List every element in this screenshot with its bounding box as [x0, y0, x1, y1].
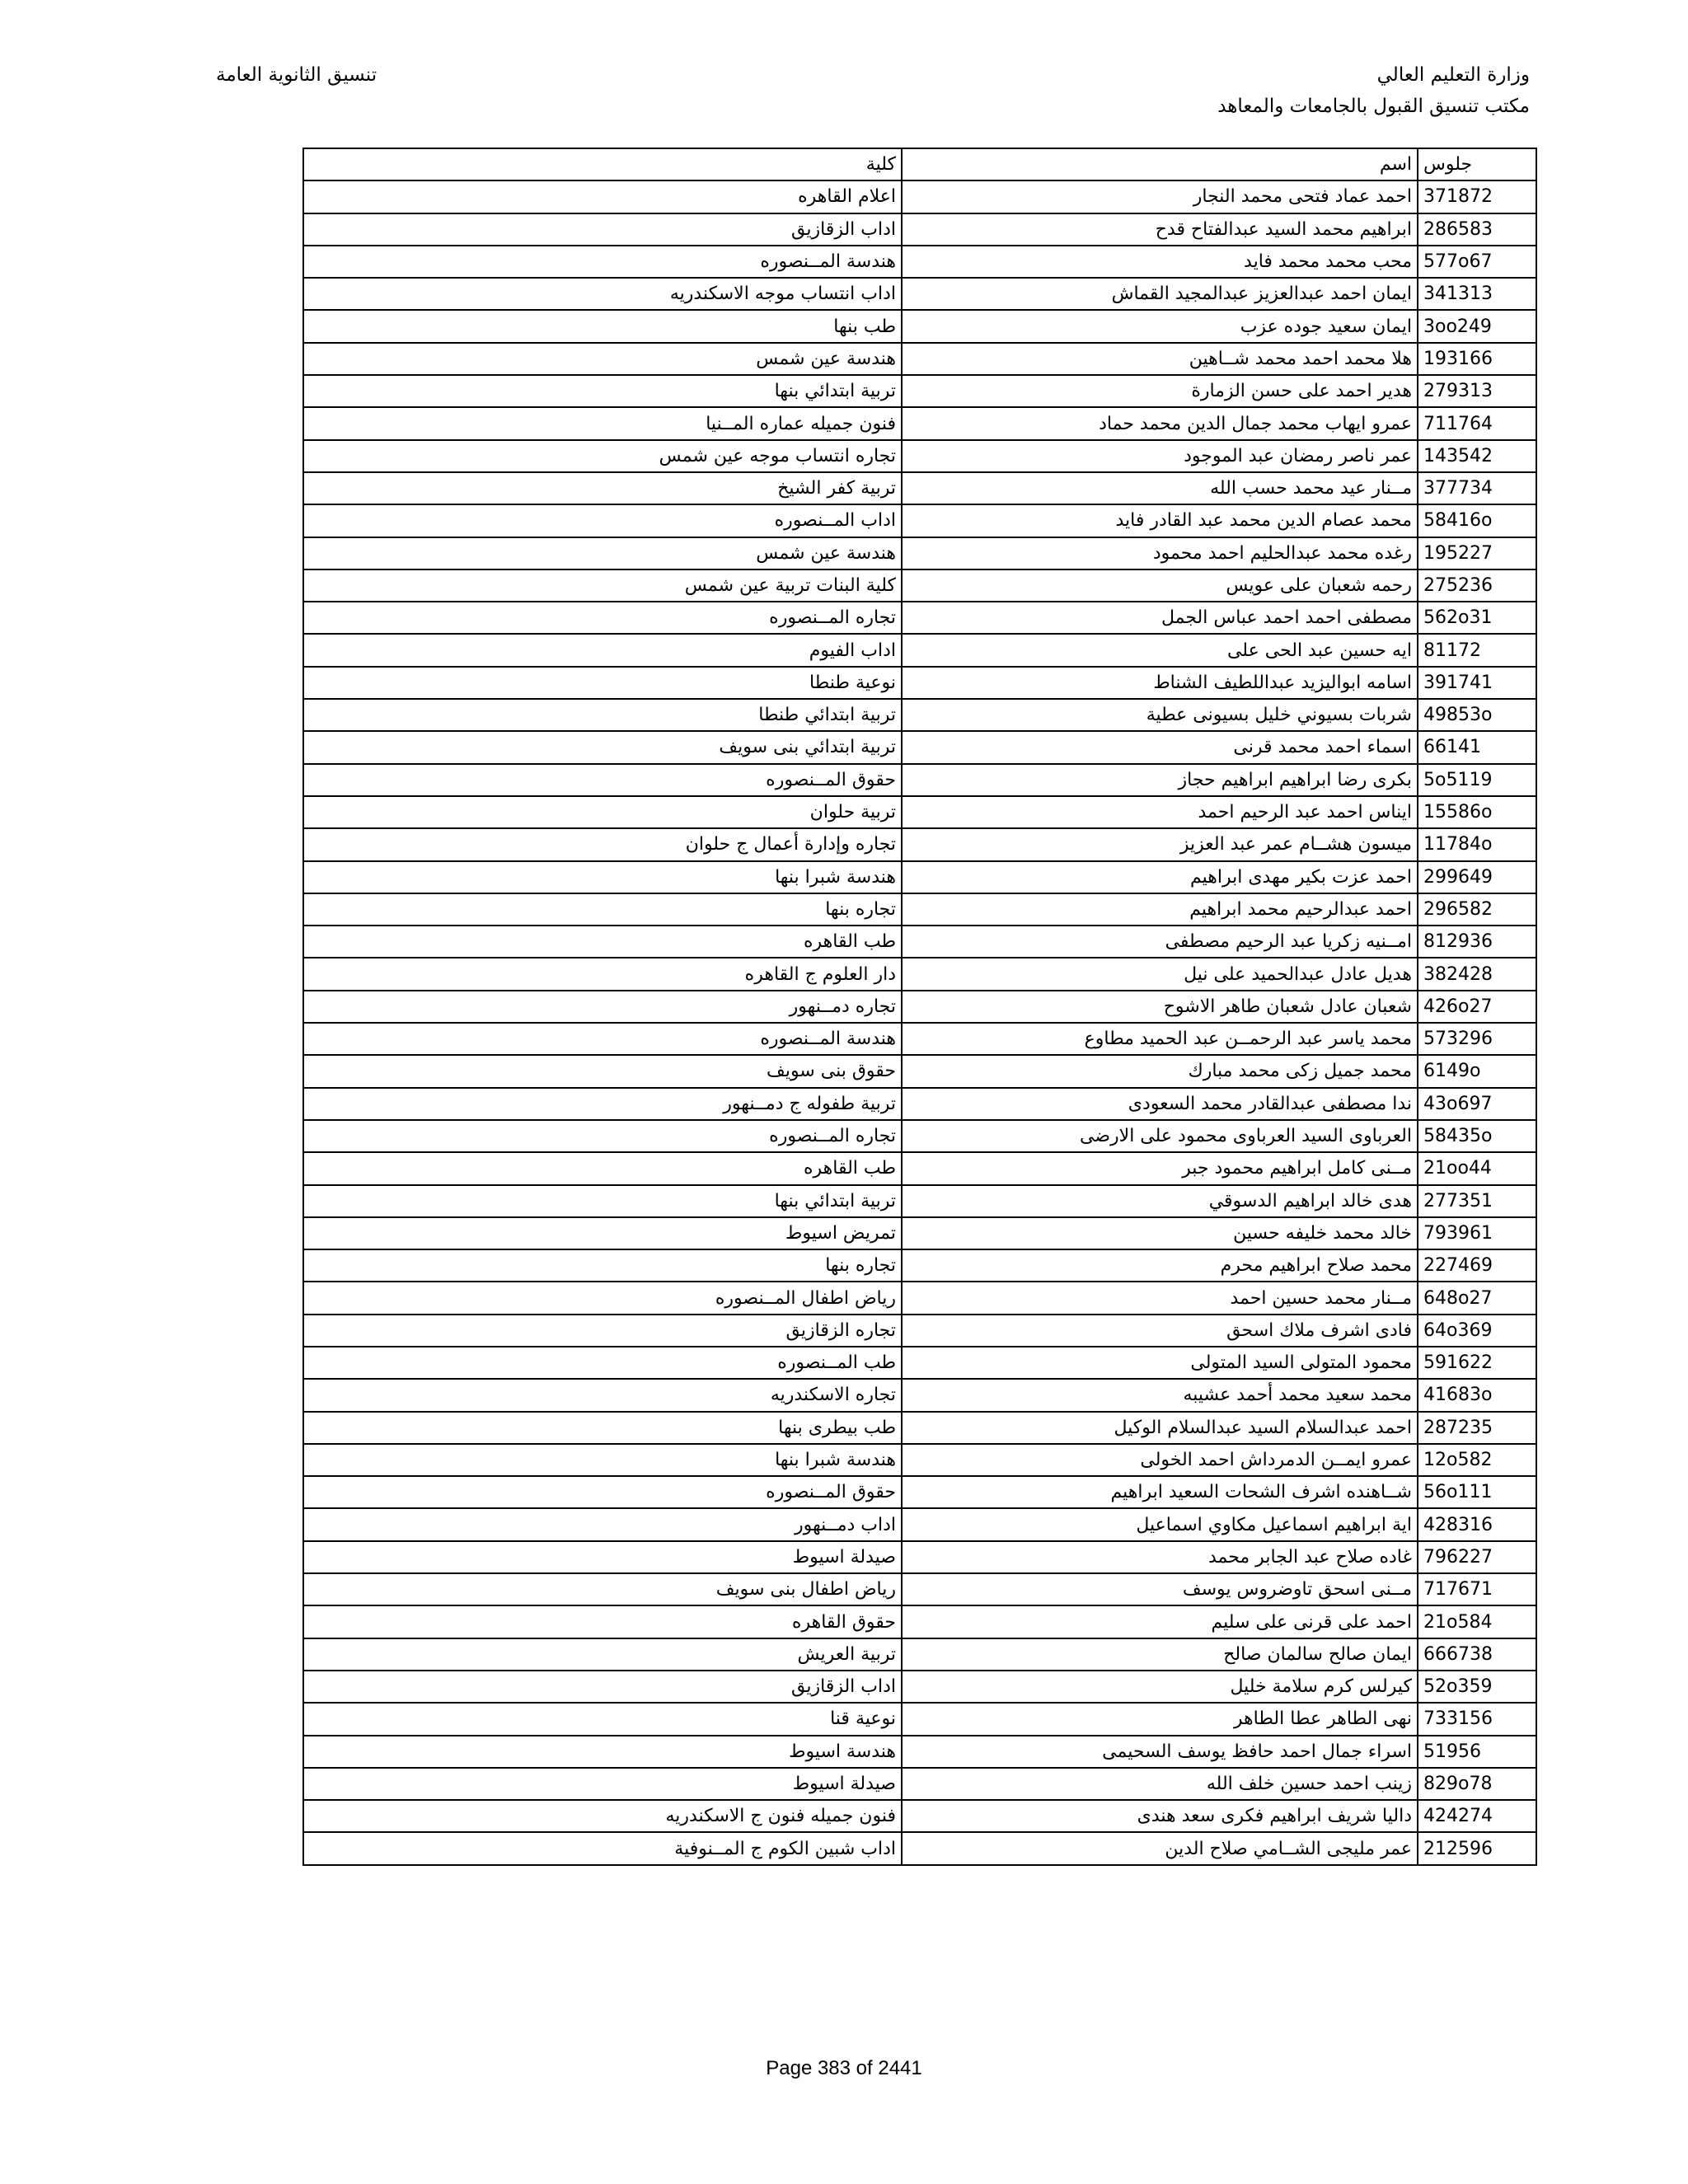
seat-number-cell: 796227: [1418, 1541, 1536, 1573]
faculty-cell: تربية ابتدائي بنى سويف: [303, 731, 902, 763]
seat-number-cell: 58435o: [1418, 1120, 1536, 1152]
seat-number-cell: 6149o: [1418, 1055, 1536, 1087]
faculty-cell: اداب الفيوم: [303, 634, 902, 666]
faculty-cell: طب بيطرى بنها: [303, 1412, 902, 1444]
student-name-cell: محمود المتولى السيد المتولى: [902, 1347, 1418, 1379]
faculty-cell: اداب شبين الكوم ج المــنوفية: [303, 1832, 902, 1864]
table-row: [303, 1605, 1536, 1638]
faculty-cell: هندسة المــنصوره: [303, 246, 902, 278]
seat-number-cell: 195227: [1418, 537, 1536, 569]
seat-number-cell: 12o582: [1418, 1444, 1536, 1476]
seat-number-cell: 371872: [1418, 180, 1536, 213]
faculty-cell: صيدلة اسيوط: [303, 1541, 902, 1573]
student-name-cell: كيرلس كرم سلامة خليل: [902, 1671, 1418, 1703]
seat-number-cell: 5o5119: [1418, 764, 1536, 796]
table-row: [303, 1800, 1536, 1832]
faculty-cell: رياض اطفال المــنصوره: [303, 1282, 902, 1314]
student-name-cell: اسراء جمال احمد حافظ يوسف السحيمى: [902, 1736, 1418, 1768]
table-row: [303, 828, 1536, 860]
faculty-cell: حقوق المــنصوره: [303, 764, 902, 796]
seat-number-cell: 51956: [1418, 1736, 1536, 1768]
table-row: [303, 926, 1536, 958]
column-header-id: جلوس: [1418, 148, 1536, 180]
seat-number-cell: 829o78: [1418, 1768, 1536, 1800]
table-row: [303, 699, 1536, 731]
table-row: [303, 407, 1536, 439]
table-row: [303, 213, 1536, 246]
table-row: [303, 440, 1536, 472]
faculty-cell: نوعية طنطا: [303, 667, 902, 699]
table-row: [303, 1638, 1536, 1671]
student-name-cell: محمد ياسر عبد الرحمــن عبد الحميد مطاوع: [902, 1023, 1418, 1055]
student-name-cell: احمد عبدالرحيم محمد ابراهيم: [902, 893, 1418, 926]
seat-number-cell: 573296: [1418, 1023, 1536, 1055]
student-name-cell: ندا مصطفى عبدالقادر محمد السعودى: [902, 1088, 1418, 1120]
student-name-cell: شــاهنده اشرف الشحات السعيد ابراهيم: [902, 1476, 1418, 1508]
student-name-cell: عمرو ايهاب محمد جمال الدين محمد حماد: [902, 407, 1418, 439]
student-name-cell: مــنى كامل ابراهيم محمود جبر: [902, 1152, 1418, 1184]
student-name-cell: هديل عادل عبدالحميد على نيل: [902, 958, 1418, 990]
table-row: [303, 1088, 1536, 1120]
table-row: [303, 569, 1536, 602]
column-header-faculty: كلية: [303, 148, 902, 180]
table-row: [303, 1703, 1536, 1735]
faculty-cell: تجاره الزقازيق: [303, 1315, 902, 1347]
student-name-cell: احمد عماد فتحى محمد النجار: [902, 180, 1418, 213]
seat-number-cell: 58416o: [1418, 504, 1536, 537]
seat-number-cell: 286583: [1418, 213, 1536, 246]
faculty-cell: كلية البنات تربية عين شمس: [303, 569, 902, 602]
faculty-cell: طب القاهره: [303, 1152, 902, 1184]
seat-number-cell: 426o27: [1418, 991, 1536, 1023]
faculty-cell: اداب انتساب موجه الاسكندريه: [303, 278, 902, 310]
seat-number-cell: 591622: [1418, 1347, 1536, 1379]
faculty-cell: هندسة عين شمس: [303, 343, 902, 375]
faculty-cell: اعلام القاهره: [303, 180, 902, 213]
faculty-cell: اداب الزقازيق: [303, 1671, 902, 1703]
table-row: [303, 180, 1536, 213]
student-name-cell: ايه حسين عبد الحى على: [902, 634, 1418, 666]
faculty-cell: فنون جميله عماره المــنيا: [303, 407, 902, 439]
table-row: [303, 1249, 1536, 1282]
student-name-cell: ميسون هشــام عمر عبد العزيز: [902, 828, 1418, 860]
seat-number-cell: 711764: [1418, 407, 1536, 439]
student-name-cell: هلا محمد احمد محمد شــاهين: [902, 343, 1418, 375]
table-row: [303, 602, 1536, 634]
table-row: [303, 764, 1536, 796]
student-name-cell: مــنار عيد محمد حسب الله: [902, 472, 1418, 504]
faculty-cell: صيدلة اسيوط: [303, 1768, 902, 1800]
faculty-cell: تجاره بنها: [303, 893, 902, 926]
faculty-cell: هندسة شبرا بنها: [303, 861, 902, 893]
seat-number-cell: 212596: [1418, 1832, 1536, 1864]
faculty-cell: تربية ابتدائي بنها: [303, 1185, 902, 1217]
faculty-cell: فنون جميله فنون ج الاسكندريه: [303, 1800, 902, 1832]
student-name-cell: عمر مليجى الشــامي صلاح الدين: [902, 1832, 1418, 1864]
seat-number-cell: 227469: [1418, 1249, 1536, 1282]
table-row: [303, 1412, 1536, 1444]
page-number: Page 383 of 2441: [766, 2057, 922, 2079]
faculty-cell: تربية العريش: [303, 1638, 902, 1671]
table-row: [303, 1023, 1536, 1055]
faculty-cell: تجاره انتساب موجه عين شمس: [303, 440, 902, 472]
table-row: [303, 1120, 1536, 1152]
seat-number-cell: 296582: [1418, 893, 1536, 926]
table-row: [303, 796, 1536, 828]
table-body: [303, 180, 1536, 1864]
table-row: [303, 310, 1536, 342]
faculty-cell: اداب دمــنهور: [303, 1508, 902, 1540]
faculty-cell: نوعية قنا: [303, 1703, 902, 1735]
faculty-cell: تربية ابتدائي طنطا: [303, 699, 902, 731]
seat-number-cell: 64o369: [1418, 1315, 1536, 1347]
faculty-cell: دار العلوم ج القاهره: [303, 958, 902, 990]
faculty-cell: تمريض اسيوط: [303, 1217, 902, 1249]
student-name-cell: مــنى اسحق تاوضروس يوسف: [902, 1573, 1418, 1605]
seat-number-cell: 193166: [1418, 343, 1536, 375]
table-row: [303, 1282, 1536, 1314]
seat-number-cell: 299649: [1418, 861, 1536, 893]
faculty-cell: طب القاهره: [303, 926, 902, 958]
student-name-cell: ايناس احمد عبد الرحيم احمد: [902, 796, 1418, 828]
student-name-cell: محب محمد محمد فايد: [902, 246, 1418, 278]
student-name-cell: احمد على قرنى على سليم: [902, 1605, 1418, 1638]
faculty-cell: حقوق بنى سويف: [303, 1055, 902, 1087]
student-name-cell: بكرى رضا ابراهيم ابراهيم حجاز: [902, 764, 1418, 796]
student-name-cell: هدى خالد ابراهيم الدسوقي: [902, 1185, 1418, 1217]
faculty-cell: حقوق القاهره: [303, 1605, 902, 1638]
seat-number-cell: 391741: [1418, 667, 1536, 699]
seat-number-cell: 3oo249: [1418, 310, 1536, 342]
seat-number-cell: 15586o: [1418, 796, 1536, 828]
student-name-cell: غاده صلاح عبد الجابر محمد: [902, 1541, 1418, 1573]
faculty-cell: طب المــنصوره: [303, 1347, 902, 1379]
faculty-cell: اداب الزقازيق: [303, 213, 902, 246]
faculty-cell: تربية طفوله ج دمــنهور: [303, 1088, 902, 1120]
seat-number-cell: 428316: [1418, 1508, 1536, 1540]
table-row: [303, 1379, 1536, 1411]
student-name-cell: نهى الطاهر عطا الطاهر: [902, 1703, 1418, 1735]
column-header-name: اسم: [902, 148, 1418, 180]
seat-number-cell: 562o31: [1418, 602, 1536, 634]
faculty-cell: تربية كفر الشيخ: [303, 472, 902, 504]
seat-number-cell: 143542: [1418, 440, 1536, 472]
table-row: [303, 731, 1536, 763]
seat-number-cell: 577o67: [1418, 246, 1536, 278]
student-name-cell: هدير احمد على حسن الزمارة: [902, 375, 1418, 407]
student-name-cell: خالد محمد خليفه حسين: [902, 1217, 1418, 1249]
seat-number-cell: 49853o: [1418, 699, 1536, 731]
faculty-cell: هندسة شبرا بنها: [303, 1444, 902, 1476]
seat-number-cell: 277351: [1418, 1185, 1536, 1217]
seat-number-cell: 377734: [1418, 472, 1536, 504]
student-name-cell: ابراهيم محمد السيد عبدالفتاح قدح: [902, 213, 1418, 246]
header-title: تنسيق الثانوية العامة: [216, 64, 377, 86]
faculty-cell: تجاره الاسكندريه: [303, 1379, 902, 1411]
seat-number-cell: 56o111: [1418, 1476, 1536, 1508]
table-row: [303, 893, 1536, 926]
seat-number-cell: 424274: [1418, 1800, 1536, 1832]
faculty-cell: اداب المــنصوره: [303, 504, 902, 537]
seat-number-cell: 341313: [1418, 278, 1536, 310]
student-name-cell: محمد عصام الدين محمد عبد القادر فايد: [902, 504, 1418, 537]
student-name-cell: رغده محمد عبدالحليم احمد محمود: [902, 537, 1418, 569]
student-name-cell: مــنار محمد حسين احمد: [902, 1282, 1418, 1314]
table-row: [303, 667, 1536, 699]
student-name-cell: ايمان سعيد جوده عزب: [902, 310, 1418, 342]
seat-number-cell: 812936: [1418, 926, 1536, 958]
table-row: [303, 278, 1536, 310]
faculty-cell: تجاره دمــنهور: [303, 991, 902, 1023]
seat-number-cell: 81172: [1418, 634, 1536, 666]
seat-number-cell: 717671: [1418, 1573, 1536, 1605]
ministry-name: وزارة التعليم العالي: [1376, 64, 1530, 86]
seat-number-cell: 21oo44: [1418, 1152, 1536, 1184]
student-name-cell: شربات بسيوني خليل بسيونى عطية: [902, 699, 1418, 731]
header-ministry-block: [1217, 59, 1530, 122]
seat-number-cell: 279313: [1418, 375, 1536, 407]
seat-number-cell: 648o27: [1418, 1282, 1536, 1314]
table-row: [303, 861, 1536, 893]
table-row: [303, 1152, 1536, 1184]
seat-number-cell: 287235: [1418, 1412, 1536, 1444]
faculty-cell: تربية حلوان: [303, 796, 902, 828]
student-name-cell: العرباوى السيد العرباوى محمود على الارضى: [902, 1120, 1418, 1152]
faculty-cell: هندسة المــنصوره: [303, 1023, 902, 1055]
student-name-cell: عمرو ايمــن الدمرداش احمد الخولى: [902, 1444, 1418, 1476]
student-name-cell: زينب احمد حسين خلف الله: [902, 1768, 1418, 1800]
student-name-cell: ايمان صالح سالمان صالح: [902, 1638, 1418, 1671]
faculty-cell: هندسة عين شمس: [303, 537, 902, 569]
faculty-cell: طب بنها: [303, 310, 902, 342]
table-row: [303, 375, 1536, 407]
student-name-cell: عمر ناصر رمضان عبد الموجود: [902, 440, 1418, 472]
faculty-cell: تجاره المــنصوره: [303, 1120, 902, 1152]
faculty-cell: هندسة اسيوط: [303, 1736, 902, 1768]
student-name-cell: رحمه شعبان على عويس: [902, 569, 1418, 602]
student-name-cell: محمد سعيد محمد أحمد عشيبه: [902, 1379, 1418, 1411]
table-row: [303, 1347, 1536, 1379]
faculty-cell: تجاره وإدارة أعمال ج حلوان: [303, 828, 902, 860]
table-row: [303, 991, 1536, 1023]
seat-number-cell: 52o359: [1418, 1671, 1536, 1703]
table-row: [303, 1217, 1536, 1249]
table-row: [303, 1768, 1536, 1800]
student-name-cell: ايمان احمد عبدالعزيز عبدالمجيد القماش: [902, 278, 1418, 310]
faculty-cell: تجاره المــنصوره: [303, 602, 902, 634]
faculty-cell: تربية ابتدائي بنها: [303, 375, 902, 407]
table-row: [303, 1444, 1536, 1476]
table-row: [303, 1476, 1536, 1508]
faculty-cell: حقوق المــنصوره: [303, 1476, 902, 1508]
seat-number-cell: 41683o: [1418, 1379, 1536, 1411]
seat-number-cell: 66141: [1418, 731, 1536, 763]
seat-number-cell: 733156: [1418, 1703, 1536, 1735]
seat-number-cell: 793961: [1418, 1217, 1536, 1249]
table-header-row: [303, 148, 1536, 180]
seat-number-cell: 21o584: [1418, 1605, 1536, 1638]
office-name: مكتب تنسيق القبول بالجامعات والمعاهد: [1217, 96, 1530, 117]
table-row: [303, 958, 1536, 990]
table-row: [303, 1736, 1536, 1768]
seat-number-cell: 43o697: [1418, 1088, 1536, 1120]
student-name-cell: محمد صلاح ابراهيم محرم: [902, 1249, 1418, 1282]
seat-number-cell: 382428: [1418, 958, 1536, 990]
table-row: [303, 504, 1536, 537]
seat-number-cell: 666738: [1418, 1638, 1536, 1671]
table-row: [303, 1185, 1536, 1217]
table-row: [303, 1541, 1536, 1573]
seat-number-cell: 275236: [1418, 569, 1536, 602]
table-row: [303, 634, 1536, 666]
table-row: [303, 1508, 1536, 1540]
table-row: [303, 246, 1536, 278]
student-name-cell: مصطفى احمد احمد عباس الجمل: [902, 602, 1418, 634]
results-table: [302, 148, 1537, 1866]
seat-number-cell: 11784o: [1418, 828, 1536, 860]
table-row: [303, 1832, 1536, 1864]
table-row: [303, 1671, 1536, 1703]
table-row: [303, 1315, 1536, 1347]
table-row: [303, 472, 1536, 504]
table-row: [303, 537, 1536, 569]
student-name-cell: اية ابراهيم اسماعيل مكاوي اسماعيل: [902, 1508, 1418, 1540]
faculty-cell: تجاره بنها: [303, 1249, 902, 1282]
table-row: [303, 343, 1536, 375]
table-row: [303, 1055, 1536, 1087]
student-name-cell: اسماء احمد محمد قرنى: [902, 731, 1418, 763]
table-row: [303, 1573, 1536, 1605]
student-name-cell: محمد جميل زكى محمد مبارك: [902, 1055, 1418, 1087]
student-name-cell: داليا شريف ابراهيم فكرى سعد هندى: [902, 1800, 1418, 1832]
student-name-cell: امــنيه زكريا عبد الرحيم مصطفى: [902, 926, 1418, 958]
student-name-cell: شعبان عادل شعبان طاهر الاشوح: [902, 991, 1418, 1023]
faculty-cell: رياض اطفال بنى سويف: [303, 1573, 902, 1605]
student-name-cell: احمد عبدالسلام السيد عبدالسلام الوكيل: [902, 1412, 1418, 1444]
student-name-cell: احمد عزت بكير مهدى ابراهيم: [902, 861, 1418, 893]
student-name-cell: فادى اشرف ملاك اسحق: [902, 1315, 1418, 1347]
student-name-cell: اسامه ابواليزيد عبداللطيف الشناط: [902, 667, 1418, 699]
